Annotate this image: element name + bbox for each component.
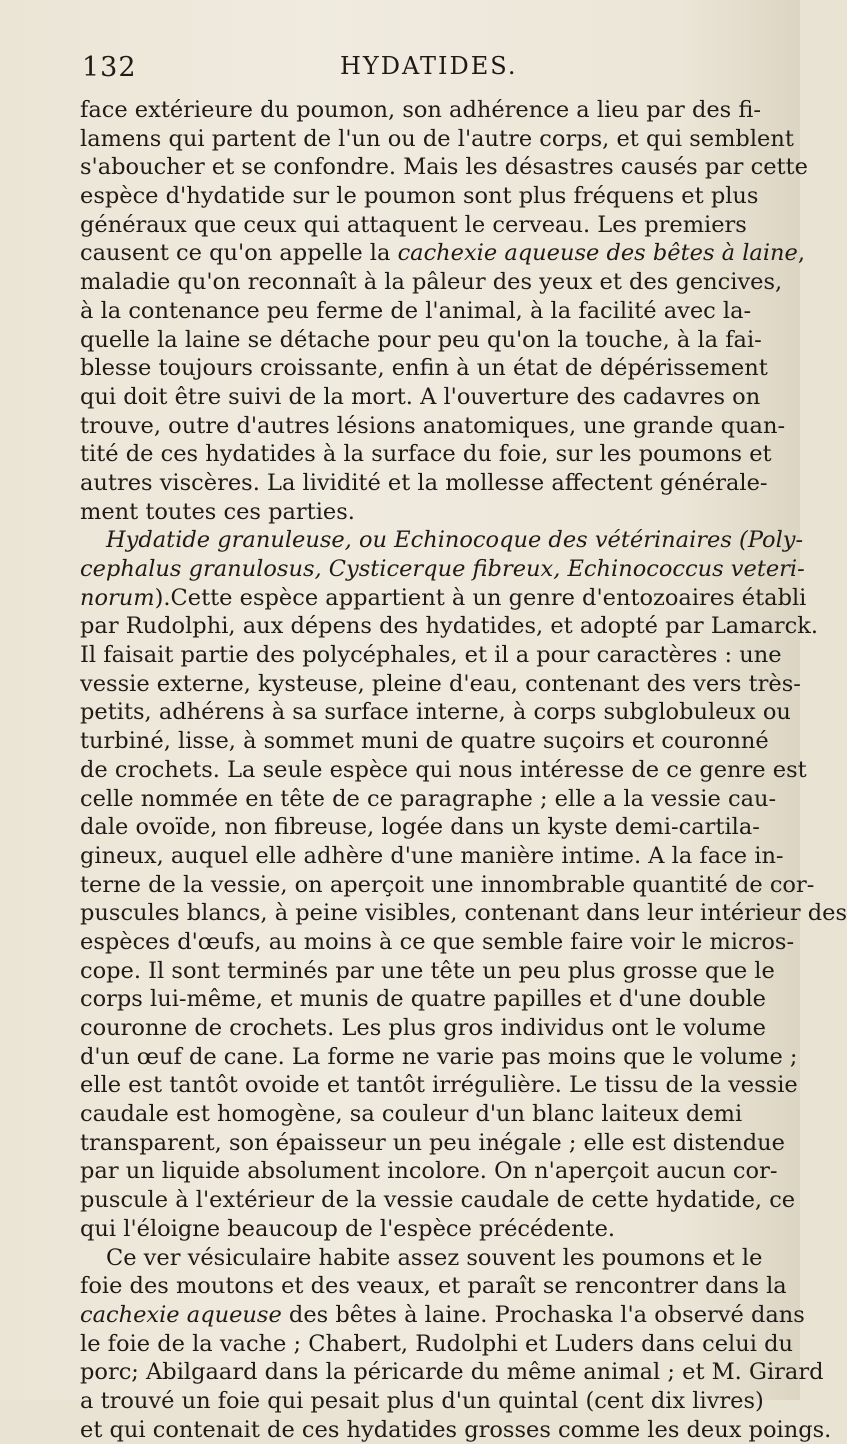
text-run: face extérieure du poumon, son adhérence a lieu par des fi- — [80, 97, 761, 123]
text-line — [80, 727, 769, 756]
text-line — [80, 641, 782, 670]
page-header — [80, 50, 740, 90]
text-run: et qui contenait de ces hydatides grosses comme les deux poings. — [80, 1416, 832, 1443]
text-run: à la contenance peu ferme de l'animal, à la facilité avec la- — [80, 297, 752, 324]
text-run: de crochets. La seule espèce qui nous intéresse de ce genre est — [80, 756, 807, 783]
text-line — [80, 1272, 787, 1301]
text-run: ).Cette espèce appartient à un genre d'entozoaires établi — [154, 584, 807, 611]
text-line — [80, 239, 805, 268]
italic-text: cachexie aqueuse — [80, 1301, 282, 1328]
text-line — [80, 899, 847, 928]
text-line — [80, 354, 768, 383]
text-line — [80, 584, 807, 613]
text-run: corps lui-même, et munis de quatre papilles et d'une double — [80, 986, 766, 1013]
text-line — [80, 383, 761, 412]
text-line — [80, 297, 752, 326]
text-run: puscule à l'extérieur de la vessie caudale de cette hydatide, ce — [80, 1187, 796, 1214]
text-run: blesse toujours croissante, enfin à un état de dépérissement — [80, 355, 768, 382]
text-run: turbiné, lisse, à sommet muni de quatre suçoirs et couronné — [80, 728, 769, 755]
text-line — [80, 785, 777, 814]
text-run: espèces d'œufs, au moins à ce que semble faire voir le micros- — [80, 928, 795, 955]
text-line — [80, 957, 775, 986]
text-line — [80, 469, 768, 498]
text-run: d'un œuf de cane. La forme ne varie pas moins que le volume ; — [80, 1043, 798, 1070]
text-line — [80, 871, 815, 900]
text-line — [80, 1100, 743, 1129]
text-run: gineux, auquel elle adhère d'une manière intime. A la face in- — [80, 842, 784, 869]
text-line — [80, 125, 794, 154]
text-line — [80, 440, 772, 469]
text-run: foie des moutons et des veaux, et paraît se rencontrer dans la — [80, 1273, 787, 1300]
text-run: par Rudolphi, aux dépens des hydatides, et adopté par Lamarck. — [80, 613, 819, 640]
text-line — [80, 96, 761, 125]
text-line — [80, 1129, 785, 1158]
body-text — [80, 96, 847, 1444]
text-line — [80, 756, 807, 785]
text-run: lamens qui partent de l'un ou de l'autre corps, et qui semblent — [80, 125, 794, 152]
text-line — [80, 1416, 832, 1444]
text-run: puscules blancs, à peine visibles, contenant dans leur intérieur des — [80, 900, 847, 927]
text-line — [80, 985, 766, 1014]
text-run: des bêtes à laine. Prochaska l'a observé dans — [281, 1301, 805, 1328]
text-line — [80, 928, 795, 957]
italic-text: norum — [80, 584, 155, 611]
text-run: transparent, son épaisseur un peu inégale ; elle est distendue — [80, 1129, 785, 1156]
text-run: ment toutes ces parties. — [80, 498, 355, 525]
text-run: le foie de la vache ; Chabert, Rudolphi et Luders dans celui du — [80, 1330, 793, 1357]
text-line — [80, 1014, 766, 1043]
text-run: espèce d'hydatide sur le poumon sont plus fréquens et plus — [80, 183, 759, 210]
text-run: tité de ces hydatides à la surface du foie, sur les poumons et — [80, 441, 772, 468]
italic-text: Hydatide granuleuse, ou Echinocoque des vétérinaires (Poly- — [106, 527, 804, 554]
text-run: celle nommée en tête de ce paragraphe ; elle a la vessie cau- — [80, 785, 777, 812]
italic-text: cachexie aqueuse des bêtes à laine — [397, 240, 798, 267]
text-run: maladie qu'on reconnaît à la pâleur des yeux et des gencives, — [80, 269, 783, 296]
text-run: qui l'éloigne beaucoup de l'espèce précédente. — [80, 1215, 616, 1242]
text-line — [80, 211, 747, 240]
text-line — [80, 1071, 798, 1100]
text-run: a trouvé un foie qui pesait plus d'un quintal (cent dix livres) — [80, 1387, 764, 1414]
text-run: généraux que ceux qui attaquent le cerveau. Les premiers — [80, 211, 747, 238]
text-line — [80, 813, 760, 842]
text-run: couronne de crochets. Les plus gros individus ont le volume — [80, 1015, 766, 1041]
page-number: 132 — [82, 52, 137, 83]
text-run: quelle la laine se détache pour peu qu'on la touche, à la fai- — [80, 326, 762, 353]
text-line — [80, 526, 804, 555]
text-line — [80, 670, 801, 699]
italic-text: cephalus granulosus, Cysticerque fibreux, Echinococcus veteri- — [80, 556, 805, 582]
text-line — [80, 268, 783, 297]
text-run: cope. Il sont terminés par une tête un peu plus grosse que le — [80, 957, 775, 984]
text-line — [80, 326, 762, 355]
text-line — [80, 1186, 796, 1215]
text-run: elle est tantôt ovoide et tantôt irrégulière. Le tissu de la vessie — [80, 1072, 798, 1099]
text-run: vessie externe, kysteuse, pleine d'eau, contenant des vers très- — [80, 670, 801, 697]
text-run: Il faisait partie des polycéphales, et il a pour caractères : une — [80, 642, 782, 669]
text-run: s'aboucher et se confondre. Mais les désastres causés par cette — [80, 154, 808, 181]
text-line — [80, 698, 791, 727]
text-run: qui doit être suivi de la mort. A l'ouverture des cadavres on — [80, 383, 761, 410]
text-run: caudale est homogène, sa couleur d'un blanc laiteux demi — [80, 1101, 743, 1128]
text-run: causent ce qu'on appelle la — [80, 240, 398, 267]
text-run: trouve, outre d'autres lésions anatomiques, une grande quan- — [80, 412, 786, 439]
text-line — [80, 1215, 740, 1244]
text-line — [80, 498, 740, 527]
running-title: HYDATIDES. — [340, 52, 518, 80]
text-line — [80, 612, 819, 641]
text-line — [80, 1330, 793, 1359]
text-line — [80, 153, 808, 182]
text-run: par un liquide absolument incolore. On n'aperçoit aucun cor- — [80, 1158, 778, 1185]
text-line — [80, 842, 784, 871]
text-line — [80, 1387, 764, 1416]
text-line — [80, 1301, 805, 1330]
text-run: terne de la vessie, on aperçoit une innombrable quantité de cor- — [80, 871, 815, 898]
text-run: , — [797, 240, 805, 267]
text-run: autres viscères. La lividité et la mollesse affectent générale- — [80, 469, 768, 496]
text-line — [80, 1157, 778, 1186]
text-line — [80, 1043, 798, 1072]
text-line — [80, 1244, 763, 1273]
text-line — [80, 182, 759, 211]
text-line — [80, 412, 786, 441]
text-run: porc; Abilgaard dans la péricarde du même animal ; et M. Girard — [80, 1359, 824, 1386]
text-run: dale ovoïde, non fibreuse, logée dans un kyste demi-cartila- — [80, 814, 760, 841]
text-run: Ce ver vésiculaire habite assez souvent les poumons et le — [106, 1244, 763, 1271]
text-run: petits, adhérens à sa surface interne, à corps subglobuleux ou — [80, 699, 791, 726]
text-line — [80, 1358, 824, 1387]
text-line — [80, 555, 805, 584]
